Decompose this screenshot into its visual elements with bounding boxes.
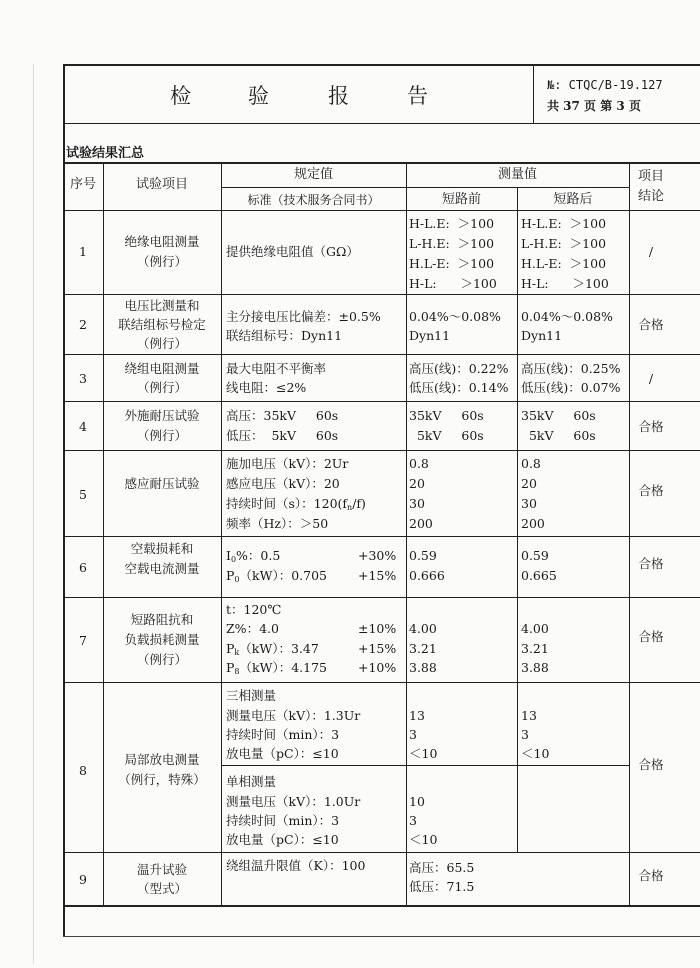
before-line: 3.21 xyxy=(409,641,437,656)
row-number: 3 xyxy=(79,371,87,386)
spec-tolerance: +15% xyxy=(358,641,397,656)
after-line: 20 xyxy=(521,476,537,491)
row-number: 2 xyxy=(79,317,87,332)
section-title: 试验结果汇总 xyxy=(66,146,145,161)
spec-line: 三相测量 xyxy=(226,688,277,703)
conclusion: 合格 xyxy=(638,868,664,883)
spec-line: Z%：4.0 xyxy=(226,621,279,636)
after-line: 低压(线)：0.07% xyxy=(521,380,621,395)
after-line: 0.665 xyxy=(521,568,557,583)
item-line: 感应耐压试验 xyxy=(124,476,200,491)
before-line: 高压：65.5 xyxy=(409,860,475,875)
item-line: 负载损耗测量 xyxy=(124,632,200,647)
title-char-4: 告 xyxy=(407,84,428,108)
col-meas: 测量值 xyxy=(497,167,537,182)
spec-line: P8（kW）：4.175 xyxy=(226,660,327,676)
row-number: 5 xyxy=(79,487,87,502)
col-spec-sub: 标准（技术服务合同书） xyxy=(247,193,380,207)
after-line: 0.8 xyxy=(521,456,541,471)
after-line: 3 xyxy=(521,727,529,742)
spec-line: Pk（kW）：3.47 xyxy=(226,641,319,657)
spec-line: 持续时间（s）：120(fn/f) xyxy=(226,496,366,512)
row-number: 6 xyxy=(79,560,87,575)
item-line: 电压比测量和 xyxy=(124,298,200,313)
before-line: 30 xyxy=(409,496,425,511)
spec-line: t：120℃ xyxy=(226,602,282,617)
after-line: L-H.E: ＞100 xyxy=(521,236,607,251)
item-line: 空载损耗和 xyxy=(130,541,194,556)
after-line: 5kV 60s xyxy=(521,428,596,443)
before-line: 4.00 xyxy=(409,621,437,636)
item-line: 温升试验 xyxy=(136,862,187,877)
conclusion: 合格 xyxy=(638,556,664,571)
spec-line: 绕组温升限值（K）：100 xyxy=(226,858,366,873)
before-line: 10 xyxy=(409,794,425,809)
spec-line: 线电阻：≤2% xyxy=(226,380,307,395)
before-line: 0.8 xyxy=(409,456,429,471)
before-line: 13 xyxy=(409,708,425,723)
page-count: 共 37 页 第 3 页 xyxy=(547,99,641,113)
item-line: （例行） xyxy=(136,428,187,443)
spec-line: 主分接电压比偏差：±0.5% xyxy=(226,309,381,324)
row-number: 7 xyxy=(79,633,87,648)
item-line: （型式） xyxy=(136,881,187,896)
after-line: H-L: ＞100 xyxy=(521,276,609,291)
item-line: 空载电流测量 xyxy=(124,561,200,576)
row-number: 1 xyxy=(79,244,87,259)
spec-line: P0（kW）：0.705 xyxy=(226,568,327,584)
scan-edge xyxy=(33,64,34,964)
item-line: 局部放电测量 xyxy=(124,752,200,767)
item-line: 短路阻抗和 xyxy=(130,612,194,627)
after-line: 200 xyxy=(521,516,545,531)
conclusion: 合格 xyxy=(638,317,664,332)
after-line: Dyn11 xyxy=(521,328,563,343)
before-line: 3 xyxy=(409,813,417,828)
spec-tolerance: +10% xyxy=(358,660,397,675)
col-spec: 规定值 xyxy=(293,167,333,182)
spec-line: 放电量（pC）：≤10 xyxy=(226,832,339,847)
before-line: 高压(线)：0.22% xyxy=(409,361,509,376)
before-line: H-L: ＞100 xyxy=(409,276,497,291)
after-line: 30 xyxy=(521,496,537,511)
spec-line: 测量电压（kV）：1.3Ur xyxy=(226,708,361,723)
before-line: 0.04%～0.08% xyxy=(409,309,501,324)
before-line: H.L-E: ＞100 xyxy=(409,256,495,271)
before-line: 低压：71.5 xyxy=(409,879,475,894)
spec-line: 测量电压（kV）：1.0Ur xyxy=(226,794,361,809)
row-number: 4 xyxy=(79,419,87,434)
col-concl-1: 项目 xyxy=(637,169,664,184)
item-line: 绕组电阻测量 xyxy=(124,361,200,376)
title-char-3: 报 xyxy=(328,84,349,108)
conclusion: 合格 xyxy=(638,757,664,772)
col-concl-2: 结论 xyxy=(637,189,664,204)
item-line: 绝缘电阻测量 xyxy=(124,234,200,249)
before-line: 200 xyxy=(409,516,433,531)
spec-line: 提供绝缘电阻值（GΩ） xyxy=(226,244,359,259)
after-line: H-L.E: ＞100 xyxy=(521,216,607,231)
spec-tolerance: ±10% xyxy=(358,621,397,636)
col-item: 试验项目 xyxy=(135,177,188,192)
after-line: ＜10 xyxy=(521,746,550,761)
title-char-2: 验 xyxy=(248,84,269,108)
before-line: ＜10 xyxy=(409,832,438,847)
before-line: 低压(线)：0.14% xyxy=(409,380,509,395)
spec-line: 持续时间（min）：3 xyxy=(226,727,340,742)
spec-line: 放电量（pC）：≤10 xyxy=(226,746,339,761)
report-number: №: CTQC/B-19.127 xyxy=(547,78,663,92)
after-line: H.L-E: ＞100 xyxy=(521,256,607,271)
page-bottom-rule xyxy=(63,936,700,937)
before-line: Dyn11 xyxy=(409,328,451,343)
item-line: （例行） xyxy=(136,380,187,395)
after-line: 高压(线)：0.25% xyxy=(521,361,621,376)
spec-line: 施加电压（kV）：2Ur xyxy=(226,456,349,471)
item-line: 外施耐压试验 xyxy=(124,408,200,423)
after-line: 3.88 xyxy=(521,660,549,675)
before-line: 20 xyxy=(409,476,425,491)
before-line: ＜10 xyxy=(409,746,438,761)
row-number: 9 xyxy=(79,872,87,887)
item-line: 联结组标号检定 xyxy=(118,317,206,332)
item-line: （例行） xyxy=(136,336,187,351)
spec-line: 最大电阻不平衡率 xyxy=(226,361,327,376)
before-line: H-L.E: ＞100 xyxy=(409,216,495,231)
before-line: 5kV 60s xyxy=(409,428,484,443)
after-line: 0.59 xyxy=(521,548,549,563)
conclusion: 合格 xyxy=(638,419,664,434)
after-line: 0.04%～0.08% xyxy=(521,309,613,324)
title-char-1: 检 xyxy=(170,84,191,108)
spec-line: 低压： 5kV 60s xyxy=(226,428,339,443)
after-line: 13 xyxy=(521,708,537,723)
conclusion: 合格 xyxy=(638,629,664,644)
row-number: 8 xyxy=(79,763,87,778)
spec-line: I0%：0.5 xyxy=(226,548,281,564)
item-line: （例行） xyxy=(136,254,187,269)
spec-line: 持续时间（min）：3 xyxy=(226,813,340,828)
spec-tolerance: +30% xyxy=(358,548,397,563)
before-line: L-H.E: ＞100 xyxy=(409,236,495,251)
conclusion: 合格 xyxy=(638,483,664,498)
before-line: 0.59 xyxy=(409,548,437,563)
before-line: 3 xyxy=(409,727,417,742)
before-line: 0.666 xyxy=(409,568,445,583)
conclusion: / xyxy=(648,244,654,259)
spec-line: 联结组标号：Dyn11 xyxy=(226,328,343,343)
before-line: 3.88 xyxy=(409,660,437,675)
spec-line: 单相测量 xyxy=(226,774,277,789)
conclusion: / xyxy=(648,371,654,386)
col-after: 短路后 xyxy=(553,192,593,207)
after-line: 4.00 xyxy=(521,621,549,636)
spec-tolerance: +15% xyxy=(358,568,397,583)
item-line: （例行） xyxy=(136,652,187,667)
spec-line: 感应电压（kV）：20 xyxy=(226,476,340,491)
col-before: 短路前 xyxy=(441,192,481,207)
before-line: 35kV 60s xyxy=(409,408,484,423)
after-line: 3.21 xyxy=(521,641,549,656)
col-seq: 序号 xyxy=(69,177,96,192)
spec-line: 高压：35kV 60s xyxy=(226,408,339,423)
spec-line: 频率（Hz）：＞50 xyxy=(226,516,329,531)
item-line: （例行，特殊） xyxy=(118,772,206,787)
after-line: 35kV 60s xyxy=(521,408,596,423)
